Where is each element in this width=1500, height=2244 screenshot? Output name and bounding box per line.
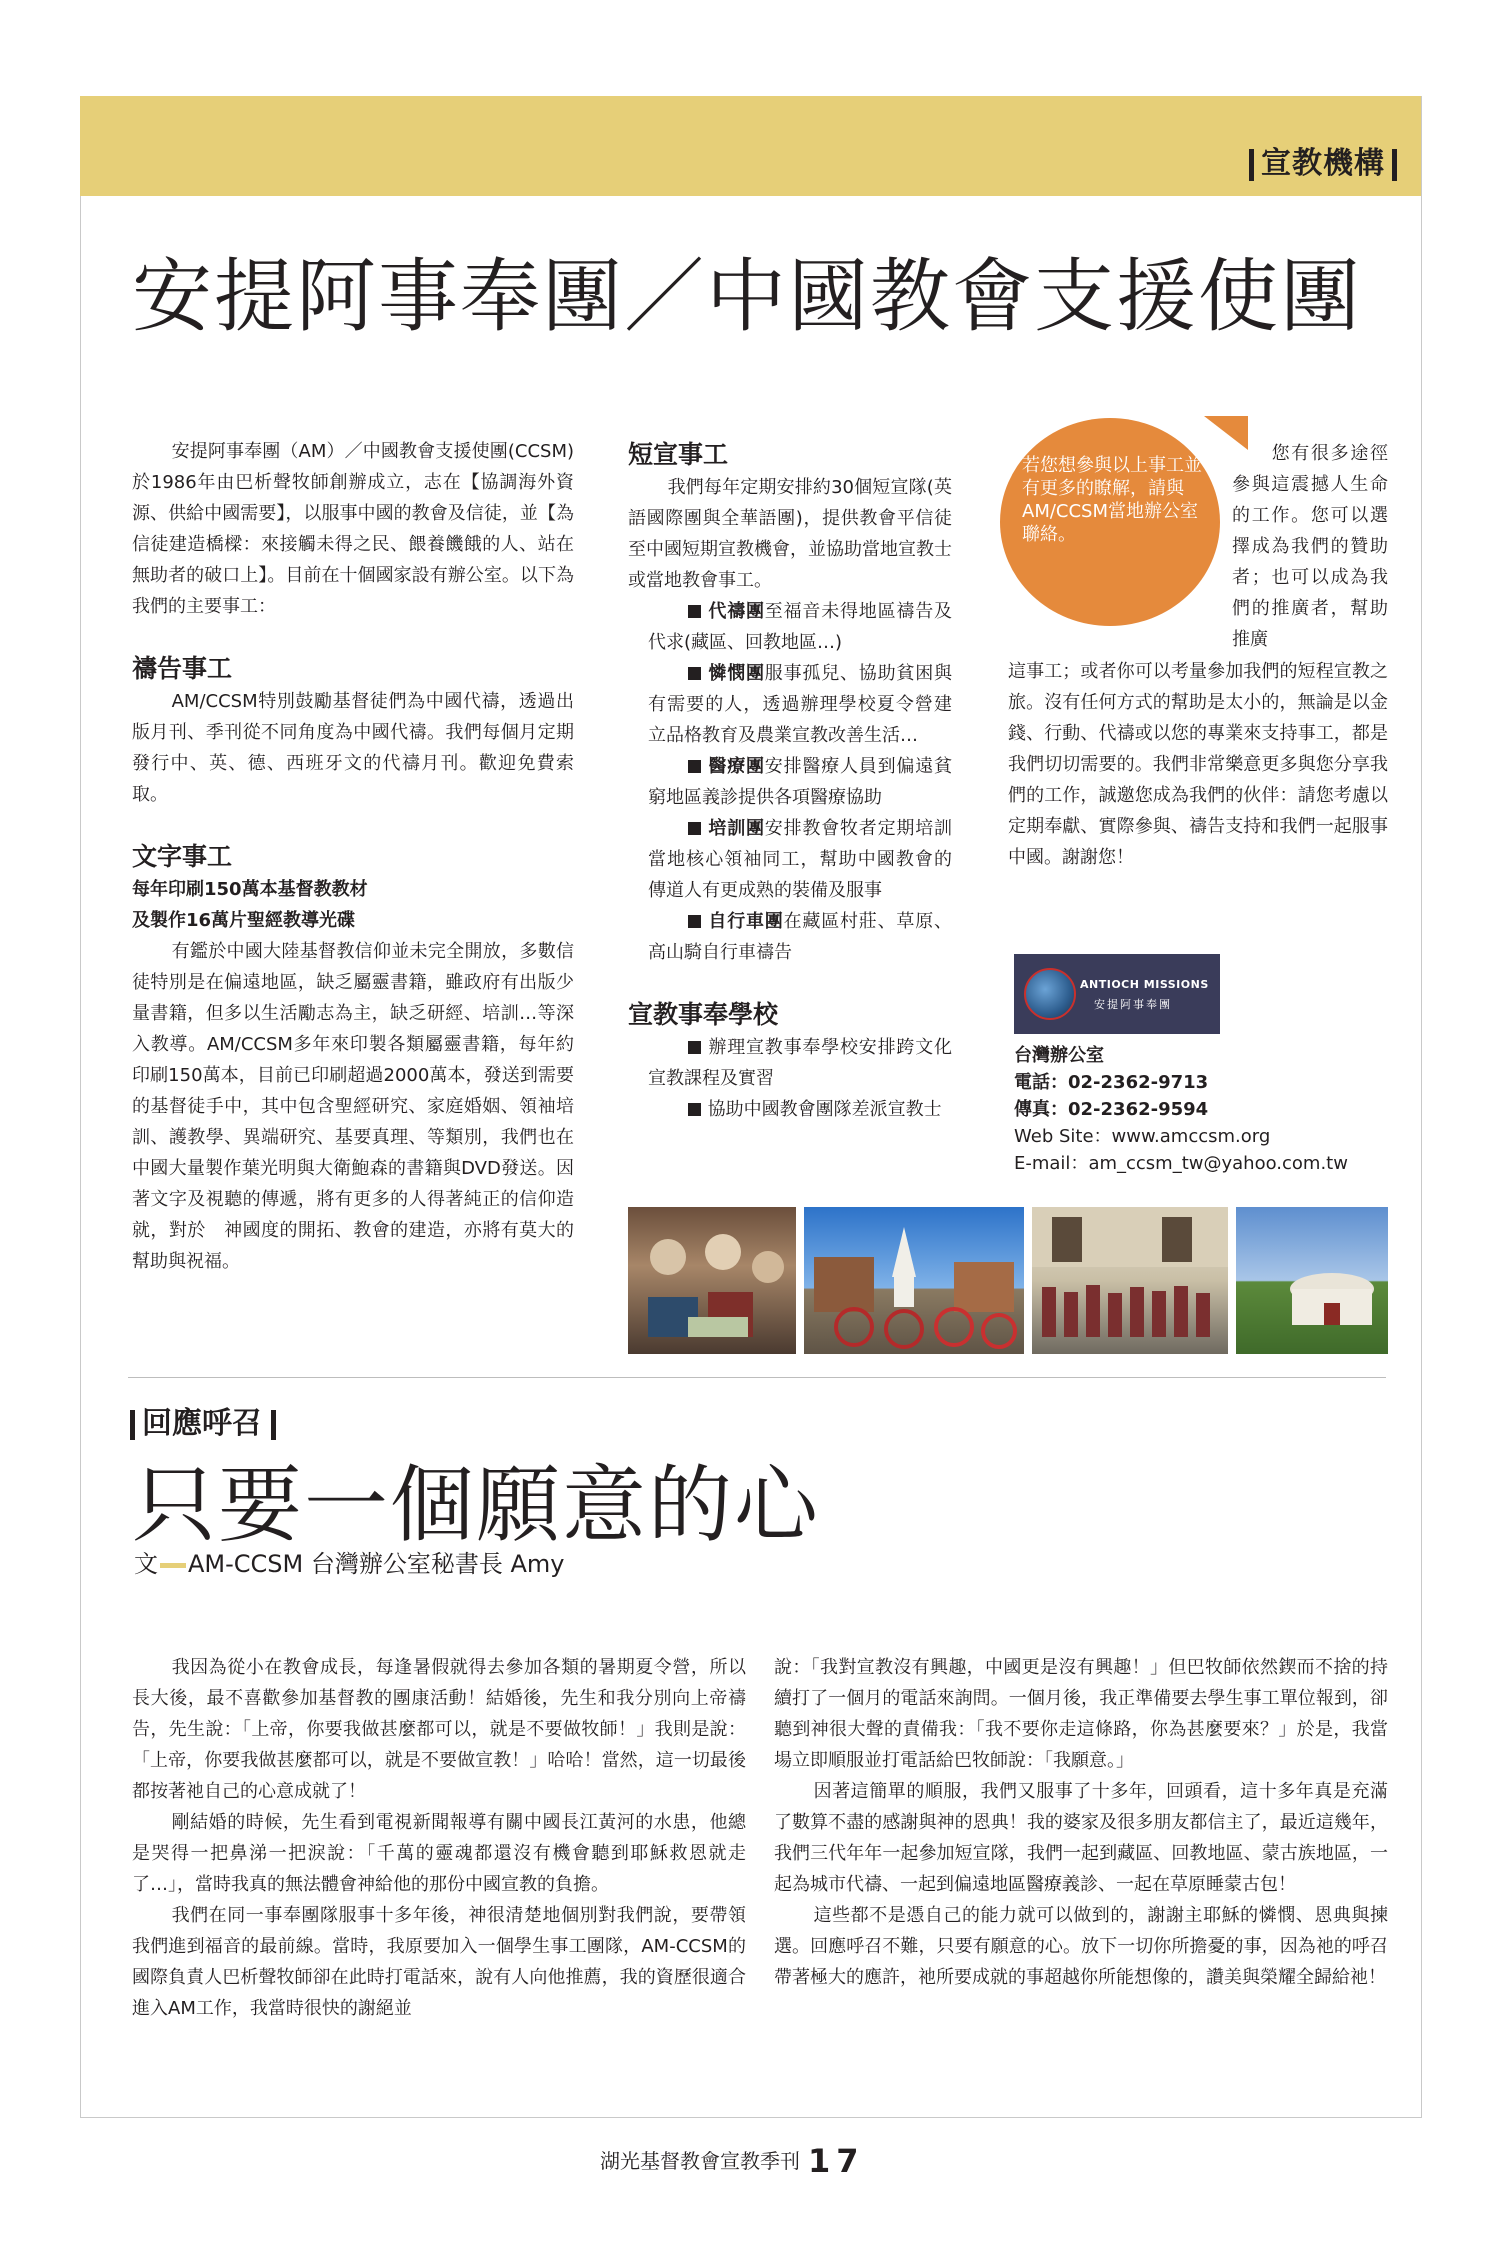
team-item [628,751,952,813]
publication-name: 湖光基督教會宣教季刊 [600,2149,800,2173]
section-tag-calling [130,1398,276,1442]
school-item [628,1032,952,1094]
bullet-square-icon [688,915,701,928]
literature-body: 有鑑於中國大陸基督教信仰並未完全開放，多數信徒特別是在偏遠地區，缺乏屬靈書籍，雖政府有出版少量書籍，但多以生活勵志為主，缺乏研經、培訓…等深入教導。AM/CCSM多年來印製各類屬靈書籍，每年約印刷150萬本，目前已印刷超過2000萬本，發送到需要的基督徒手中，其中包含聖經研究、家庭婚姻、領袖培訓、護教學、異端研究、基要真理、等類別，我們也在中國大量製作葉光明與大衛鮑森的書籍與DVD發送。因著文字及視聽的傳遞，將有更多的人得著純正的信仰造就，對於 神國度的開拓、教會的建造，亦將有莫大的幫助與祝福。 [132,941,574,1272]
web-label: Web Site： [1014,1126,1112,1147]
appeal-column [1008,656,1388,873]
team-name: 培訓團 [707,818,765,839]
team-item [628,813,952,906]
article2-paragraph: 我們在同一事奉團隊服事十多年後，神很清楚地個別對我們說，要帶領我們進到福音的最前線。當時，我原要加入一個學生事工團隊，AM-CCSM的國際負責人巴析聲牧師卻在此時打電話來，說有人向他推薦，我的資歷很適合進入AM工作，我當時很快的謝絕並 [132,1905,746,2019]
byline-prefix: 文 [134,1550,158,1578]
phone-value: 02-2362-9713 [1068,1072,1209,1093]
bullet-square-icon [688,1041,701,1054]
bullet-square-icon [688,605,701,618]
prayer-body: AM/CCSM特別鼓勵基督徒們為中國代禱，透過出版月刊、季刊從不同角度為中國代禱。我們每個月定期發行中、英、德、西班牙文的代禱月刊。歡迎免費索取。 [132,691,574,805]
team-desc: 至福音未得地區禱告及代求(藏區、回教地區…) [648,601,953,653]
intro-paragraph: 安提阿事奉團（AM）／中國教會支援使團(CCSM)於1986年由巴析聲牧師創辦成立，志在【協調海外資源、供給中國需要】，以服事中國的教會及信徒，並【為信徒建造橋樑：來接觸未得之民、餵養饑餓的人、站在無助者的破口上】。目前在十個國家設有辦公室。以下為我們的主要事工： [132,441,574,617]
short-term-body: 我們每年定期安排約30個短宣隊(英語國際團與全華語團)，提供教會平信徒至中國短期宣教機會，並協助當地宣教士或當地教會事工。 [628,477,952,591]
fax-label: 傳真： [1014,1099,1068,1120]
article2-paragraph: 說：「我對宣教沒有興趣，中國更是沒有興趣！」但巴牧師依然鍥而不捨的持續打了一個月的電話來詢問。一個月後，我正準備要去學生事工單位報到，卻聽到神很大聲的責備我：「我不要你走這條路，你為甚麼要來？」於是，我當場立即順服並打電話給巴牧師說：「我願意。」 [774,1657,1388,1771]
article2-paragraph: 剛結婚的時候，先生看到電視新聞報導有關中國長江黃河的水患，他總是哭得一把鼻涕一把淚說：「千萬的靈魂都還沒有機會聽到耶穌救恩就走了…」，當時我真的無法體會神給他的那份中國宣教的負擔。 [132,1812,746,1895]
article2-title: 只要一個願意的心 [132,1456,821,1554]
page-footer [600,2142,865,2180]
photo-village-group-art [1032,1207,1228,1354]
bullet-square-icon [688,1103,701,1116]
header-band [80,96,1421,196]
article2-column-right [774,1652,1388,1993]
logo-line-2: 安提阿事奉團 [1094,998,1172,1011]
team-desc: 在藏區村莊、草原、高山騎自行車禱告 [648,911,953,963]
literature-heading: 文字事工 [132,842,233,871]
web-value[interactable]: www.amccsm.org [1111,1126,1271,1147]
antioch-missions-logo [1014,954,1220,1034]
team-name: 自行車團 [707,911,784,932]
school-item-text: 協助中國教會團隊差派宣教士 [707,1099,942,1120]
email-value[interactable]: am_ccsm_tw@yahoo.com.tw [1088,1153,1348,1174]
article2-paragraph: 我因為從小在教會成長，每逢暑假就得去參加各類的暑期夏令營，所以長大後，最不喜歡參加基督教的團康活動！結婚後，先生和我分別向上帝禱告，先生說：「上帝，你要我做甚麼都可以，就是不要做牧師！」我則是說：「上帝，你要我做甚麼都可以，就是不要做宣教！」哈哈！當然，這一切最後都按著祂自己的心意成就了！ [132,1657,746,1802]
fax-value: 02-2362-9594 [1068,1099,1209,1120]
photo-mongolian-yurt-art [1236,1207,1388,1354]
tag-bar-right [1392,149,1397,181]
section-divider [128,1377,1386,1378]
appeal-wrap-column [1232,438,1388,655]
team-item [628,658,952,751]
phone-line [1014,1069,1348,1096]
appeal-wrap-text: 您有很多途徑參與這震撼人生命的工作。您可以選擇成為我們的贊助者；也可以成為我們的推廣者，幫助推廣 [1232,443,1388,650]
photo-mongolian-yurt [1236,1207,1388,1354]
team-item [628,906,952,968]
contact-block [1014,1042,1348,1177]
appeal-text: 這事工；或者你可以考量參加我們的短程宣教之旅。沒有任何方式的幫助是太小的，無論是以金錢、行動、代禱或以您的專業來支持事工，都是我們切切需要的。我們非常樂意更多與您分享我們的工作，誠邀您成為我們的伙伴：請您考慮以定期奉獻、實際參與、禱告支持和我們一起服事中國。謝謝您！ [1008,661,1388,868]
team-desc: 安排醫療人員到偏遠貧窮地區義診提供各項醫療協助 [648,756,953,808]
article2-paragraph: 這些都不是憑自己的能力就可以做到的，謝謝主耶穌的憐憫、恩典與揀選。回應呼召不難，只要有願意的心。放下一切你所擔憂的事，因為祂的呼召帶著極大的應許，祂所要成就的事超越你所能想像的，讚美與榮耀全歸給祂！ [774,1905,1388,1988]
literature-subheading-2: 及製作16萬片聖經教導光碟 [132,910,356,931]
photo-tibet-bicycles-art [804,1207,1024,1354]
bullet-square-icon [688,760,701,773]
fax-line [1014,1096,1348,1123]
article-column-1 [132,436,574,1277]
globe-icon [1024,968,1076,1020]
bullet-square-icon [688,667,701,680]
email-line [1014,1150,1348,1177]
bullet-square-icon [688,822,701,835]
tag-bar-right [271,1410,276,1440]
article2-paragraph: 因著這簡單的順服，我們又服事了十多年，回頭看，這十多年真是充滿了數算不盡的感謝與神的恩典！我的婆家及很多朋友都信主了，最近這幾年，我們三代年年一起參加短宣隊，我們一起到藏區、回教地區、蒙古族地區，一起為城市代禱、一起到偏遠地區醫療義診、一起在草原睡蒙古包！ [774,1781,1388,1895]
team-desc: 服事孤兒、協助貧困與有需要的人，透過辦理學校夏令營建立品格教育及農業宣教改善生活… [648,663,953,746]
photo-village-group [1032,1207,1228,1354]
section-tag-missions [1242,138,1404,182]
byline [134,1544,565,1579]
team-list [628,596,952,968]
short-term-heading: 短宣事工 [628,440,729,469]
logo-line-1: ANTIOCH MISSIONS [1080,978,1209,991]
team-desc: 安排教會牧者定期培訓當地核心領袖同工，幫助中國教會的傳道人有更成熟的裝備及服事 [648,818,953,901]
team-name: 代禱團 [707,601,765,622]
email-label: E-mail： [1014,1153,1089,1174]
team-item [628,596,952,658]
photo-tibet-bicycles [804,1207,1024,1354]
office-name: 台灣辦公室 [1014,1045,1104,1066]
literature-subheading-1: 每年印刷150萬本基督教教材 [132,879,368,900]
section-tag-label: 回應呼召 [142,1406,262,1441]
article2-column-left [132,1652,746,2024]
team-name: 醫療團 [707,756,765,777]
section-tag-label: 宣教機構 [1261,146,1385,181]
school-item-text: 辦理宣教事奉學校安排跨文化宣教課程及實習 [648,1037,952,1089]
bubble-text: 若您想參與以上事工並有更多的瞭解，請與AM/CCSM當地辦公室聯絡。 [1022,455,1202,545]
article-title: 安提阿事奉團／中國教會支援使團 [132,250,1362,343]
byline-author: AM-CCSM 台灣辦公室秘書長 Amy [188,1550,565,1578]
tag-bar-left [1249,149,1254,181]
school-item [628,1094,952,1125]
article-column-2 [628,438,952,1125]
tag-bar-left [130,1410,135,1440]
phone-label: 電話： [1014,1072,1068,1093]
photo-classroom-children-art [628,1207,796,1354]
byline-dash [160,1563,186,1568]
page-number: 17 [808,2142,865,2180]
school-heading: 宣教事奉學校 [628,1000,779,1029]
web-line [1014,1123,1348,1150]
prayer-heading: 禱告事工 [132,654,233,683]
team-name: 憐憫團 [707,663,765,684]
photo-classroom-children [628,1207,796,1354]
